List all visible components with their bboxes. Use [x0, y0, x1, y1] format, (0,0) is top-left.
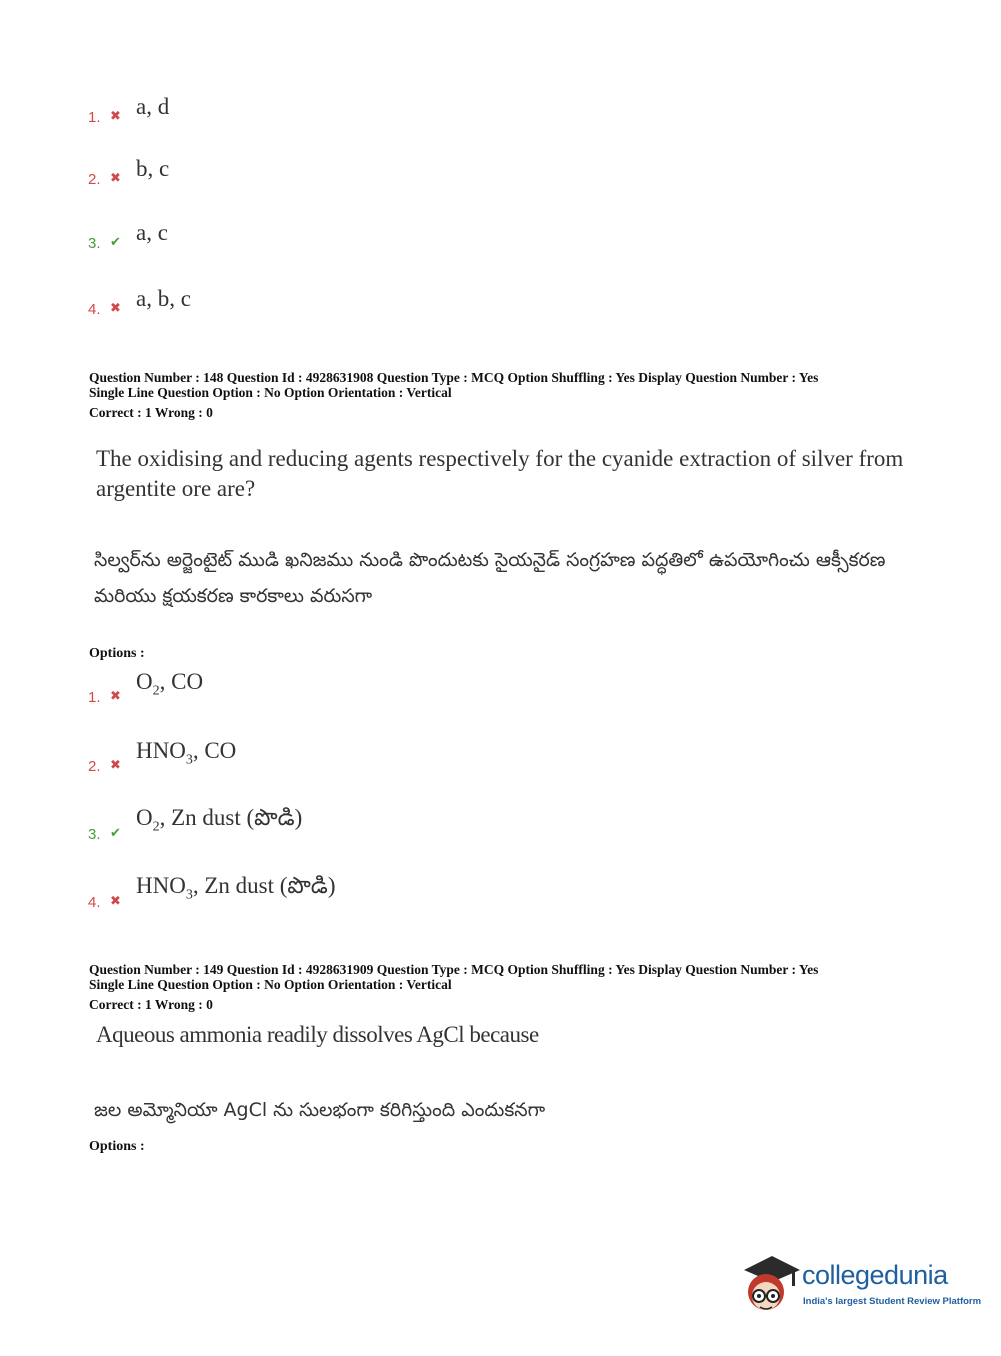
- option-number: 1.: [88, 109, 101, 126]
- meta-line: Single Line Question Option : No Option Orientation : Vertical: [89, 977, 452, 992]
- question-148-telugu: సిల్వర్‌ను అర్జెంటైట్ ముడి ఖనిజము నుండి పొందుటకు సైయనైడ్ సంగ్రహణ పద్ధతిలో ఉపయోగించు ఆక్సీకరణ మరియు క్షయకరణ కారకాలు వరుసగా: [94, 549, 886, 607]
- option-text: b, c: [136, 156, 170, 181]
- option-text: a, d: [136, 94, 170, 119]
- meta-line: Correct : 1 Wrong : 0: [89, 997, 213, 1012]
- option-text: a, c: [136, 220, 168, 245]
- option-text: $O_2$, Zn dust (పొడి): [136, 805, 303, 835]
- meta-line: Single Line Question Option : No Option Orientation : Vertical: [89, 385, 452, 400]
- mascot-icon: [740, 1248, 802, 1316]
- option-number: 2.: [88, 171, 101, 188]
- option-number: 3.: [88, 826, 101, 843]
- cross-icon: ✖: [110, 109, 121, 124]
- collegedunia-logo: [740, 1248, 980, 1318]
- cross-icon: ✖: [110, 758, 121, 773]
- option-number: 3.: [88, 235, 101, 252]
- cross-icon: ✖: [110, 689, 121, 704]
- brand-tagline: India's largest Student Review Platform: [803, 1296, 982, 1307]
- meta-line: Correct : 1 Wrong : 0: [89, 405, 213, 420]
- meta-line: Question Number : 149 Question Id : 4928631909 Question Type : MCQ Option Shuffling : Yes Display Question Number : Yes: [89, 962, 819, 977]
- brand-name: collegedunia: [802, 1260, 948, 1290]
- option-text: $HNO_3$, Zn dust (పొడి): [136, 873, 336, 903]
- option-number: 4.: [88, 894, 101, 911]
- options-label: Options :: [89, 646, 145, 661]
- check-icon: ✔: [110, 235, 121, 250]
- cross-icon: ✖: [110, 894, 121, 909]
- cross-icon: ✖: [110, 171, 121, 186]
- option-number: 4.: [88, 301, 101, 318]
- option-text: $O_2$, CO: [136, 669, 204, 699]
- option-number: 1.: [88, 689, 101, 706]
- meta-line: Question Number : 148 Question Id : 4928631908 Question Type : MCQ Option Shuffling : Yes Display Question Number : Yes: [89, 370, 819, 385]
- cross-icon: ✖: [110, 301, 121, 316]
- option-text: $HNO_3$, CO: [136, 738, 237, 768]
- option-number: 2.: [88, 758, 101, 775]
- option-text: a, b, c: [136, 286, 191, 311]
- question-148-metadata: [89, 370, 818, 420]
- question-149-metadata: [89, 962, 818, 1012]
- options-label: Options :: [89, 1139, 145, 1154]
- question-148-stem: The oxidising and reducing agents respectively for the cyanide extraction of silver from argentite ore are?: [96, 446, 904, 501]
- check-icon: ✔: [110, 826, 121, 841]
- question-149-stem: Aqueous ammonia readily dissolves AgCl because: [96, 1022, 539, 1047]
- question-149-telugu: జల అమ్మోనియా AgCl ను సులభంగా కరిగిస్తుంది ఎందుకనగా: [94, 1099, 546, 1121]
